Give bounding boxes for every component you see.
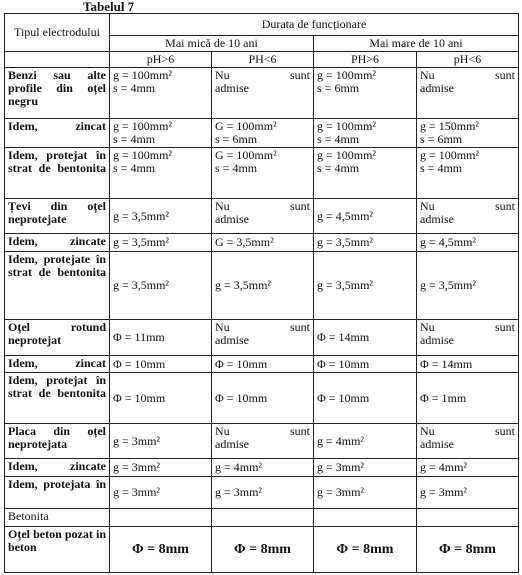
cell-c3 xyxy=(314,320,417,355)
header-more-10: Mai mare de 10 ani xyxy=(314,36,519,52)
cell-text: G = 100mm² xyxy=(215,148,277,163)
table-body xyxy=(5,68,519,573)
cell-c2 xyxy=(212,251,314,320)
table-row xyxy=(5,198,519,233)
header-ph-4: pH<6 xyxy=(417,52,519,68)
row-label: Betonita xyxy=(5,509,110,527)
table-row xyxy=(5,509,519,527)
table-row xyxy=(5,423,519,458)
cell-text: g = 3,5mm² xyxy=(317,277,374,292)
cell-c4 xyxy=(417,509,519,527)
cell-text: Φ = 10mm xyxy=(113,390,166,405)
cell-text: s = 4mm xyxy=(113,161,156,176)
cell-c3 xyxy=(314,118,417,147)
table-row xyxy=(5,118,519,147)
header-electrode-type: Tipul electrodului xyxy=(5,14,110,52)
cell-text: Φ = 8mm xyxy=(234,542,291,558)
cell-text: g = 3,5mm² xyxy=(113,277,170,292)
electrode-table xyxy=(4,13,519,573)
row-label: Oțel beton pozat in beton xyxy=(5,527,110,573)
row-label: Benzi sau alte profile din oțel negru xyxy=(5,68,110,119)
cell-c1 xyxy=(110,459,212,476)
header-ph-2: PH<6 xyxy=(212,52,314,68)
cell-text: Nu xyxy=(420,423,435,438)
cell-c3 xyxy=(314,68,417,119)
cell-text: g = 3mm² xyxy=(215,484,263,499)
cell-c1 xyxy=(110,373,212,424)
cell-text: Φ = 8mm xyxy=(336,542,394,558)
cell-c3 xyxy=(314,251,417,320)
cell-text: admise xyxy=(420,436,454,451)
cell-text: s = 6mm xyxy=(420,131,463,146)
table-row xyxy=(5,459,519,476)
table-row xyxy=(5,355,519,372)
cell-text: g = 3mm² xyxy=(317,484,365,499)
cell-text: g = 3mm² xyxy=(317,459,365,474)
cell-c3 xyxy=(314,527,417,573)
cell-c2 xyxy=(212,423,314,458)
table-row xyxy=(5,234,519,251)
header-ph-1: pH>6 xyxy=(110,52,212,68)
cell-text: g = 3,5mm² xyxy=(317,234,374,249)
table-row xyxy=(5,320,519,355)
table-row xyxy=(5,148,519,199)
cell-text: g = 3mm² xyxy=(420,484,468,499)
cell-text: Nu xyxy=(215,320,230,335)
cell-text: Φ = 11mm xyxy=(113,330,165,345)
cell-c2 xyxy=(212,198,314,233)
cell-c2 xyxy=(212,476,314,508)
cell-text: g = 3,5mm² xyxy=(215,277,272,292)
cell-c1 xyxy=(110,527,212,573)
cell-c2 xyxy=(212,509,314,527)
cell-text: g = 3mm² xyxy=(113,433,161,448)
cell-text: admise xyxy=(420,81,454,95)
cell-c4 xyxy=(417,476,519,508)
cell-c4 xyxy=(417,234,519,251)
cell-text: Nu xyxy=(215,68,230,82)
cell-c4 xyxy=(417,148,519,199)
cell-text: Φ = 1mm xyxy=(420,390,467,405)
cell-text: g = 3,5mm² xyxy=(113,208,170,223)
cell-text: g = 100mm² xyxy=(317,148,377,163)
cell-text: Φ = 14mm xyxy=(420,356,473,371)
cell-c1 xyxy=(110,423,212,458)
cell-c3 xyxy=(314,459,417,476)
cell-text: sunt xyxy=(289,423,310,438)
cell-c3 xyxy=(314,476,417,508)
row-label: Idem, zincate xyxy=(5,459,110,476)
cell-text: sunt xyxy=(494,198,515,213)
cell-c2 xyxy=(212,373,314,424)
cell-c4 xyxy=(417,68,519,119)
table-row xyxy=(5,527,519,573)
table-row xyxy=(5,476,519,508)
cell-text: g = 100mm² xyxy=(113,148,173,163)
cell-c4 xyxy=(417,118,519,147)
cell-c3 xyxy=(314,373,417,424)
cell-c2 xyxy=(212,459,314,476)
cell-c4 xyxy=(417,373,519,424)
row-label: Oțel rotund neprotejat xyxy=(5,320,110,355)
cell-text: s = 6mm xyxy=(317,81,360,95)
row-label: Idem, protejate în strat de bentonita xyxy=(5,251,110,320)
row-label: Idem, protejata în xyxy=(5,476,110,508)
cell-c3 xyxy=(314,423,417,458)
cell-c2 xyxy=(212,68,314,119)
row-label: Idem, protejat în strat de bentonita xyxy=(5,148,110,199)
cell-text: g = 3mm² xyxy=(113,459,161,474)
cell-text: sunt xyxy=(494,68,515,82)
cell-c1 xyxy=(110,148,212,199)
cell-text: admise xyxy=(420,211,454,226)
cell-c1 xyxy=(110,320,212,355)
cell-text: admise xyxy=(215,436,249,451)
cell-text: g = 4mm² xyxy=(317,433,365,448)
cell-text: Φ = 8mm xyxy=(132,542,189,558)
cell-text: sunt xyxy=(289,68,310,82)
table-row xyxy=(5,251,519,320)
header-ph-3: PH>6 xyxy=(314,52,417,68)
cell-text: Nu xyxy=(215,198,230,213)
cell-text: sunt xyxy=(494,423,515,438)
cell-c1 xyxy=(110,198,212,233)
cell-text: sunt xyxy=(289,320,310,335)
cell-c3 xyxy=(314,234,417,251)
cell-text: admise xyxy=(420,333,454,348)
cell-text: Φ = 10mm xyxy=(113,356,166,371)
cell-text: G = 3,5mm² xyxy=(215,234,274,249)
cell-text: s = 4mm xyxy=(113,81,156,95)
cell-c2 xyxy=(212,148,314,199)
cell-text: Φ = 10mm xyxy=(215,390,268,405)
cell-c1 xyxy=(110,234,212,251)
cell-text: admise xyxy=(215,81,249,95)
cell-text: g = 100mm² xyxy=(317,68,377,82)
row-label: Idem, protejat în strat de bentonita xyxy=(5,373,110,424)
cell-c1 xyxy=(110,355,212,372)
cell-text: sunt xyxy=(289,198,310,213)
cell-text: g = 100mm² xyxy=(113,68,173,82)
cell-c2 xyxy=(212,527,314,573)
cell-c1 xyxy=(110,68,212,119)
row-label: Țevi din oțel neprotejate xyxy=(5,198,110,233)
cell-text: g = 4,5mm² xyxy=(317,208,374,223)
cell-c1 xyxy=(110,251,212,320)
cell-c2 xyxy=(212,320,314,355)
cell-c4 xyxy=(417,423,519,458)
header-less-10: Mai mică de 10 ani xyxy=(110,36,314,52)
cell-text: g = 100mm² xyxy=(113,118,173,133)
cell-c1 xyxy=(110,118,212,147)
cell-text: Φ = 8mm xyxy=(439,542,496,558)
cell-text: s = 4mm xyxy=(317,161,360,176)
cell-text: Φ = 10mm xyxy=(215,356,268,371)
row-label: Idem, zincate xyxy=(5,234,110,251)
cell-c4 xyxy=(417,251,519,320)
cell-text: s = 4mm xyxy=(317,131,360,146)
cell-text: G = 100mm² xyxy=(215,118,277,133)
cell-c4 xyxy=(417,355,519,372)
cell-c2 xyxy=(212,118,314,147)
cell-text: admise xyxy=(215,211,249,226)
row-label: Placa din oțel neprotejata xyxy=(5,423,110,458)
cell-text: g = 4,5mm² xyxy=(420,234,477,249)
header-duration: Durata de funcționare xyxy=(110,14,519,36)
cell-c4 xyxy=(417,320,519,355)
cell-text: g = 150mm² xyxy=(420,118,480,133)
table-row xyxy=(5,68,519,119)
cell-c3 xyxy=(314,355,417,372)
cell-text: g = 100mm² xyxy=(317,118,377,133)
cell-c4 xyxy=(417,198,519,233)
cell-text: Φ = 10mm xyxy=(317,356,370,371)
table-caption: Tabelul 7 xyxy=(83,0,135,14)
cell-text: sunt xyxy=(494,320,515,335)
cell-text: g = 4mm² xyxy=(420,459,468,474)
cell-text: s = 6mm xyxy=(215,131,258,146)
cell-c3 xyxy=(314,198,417,233)
cell-c4 xyxy=(417,459,519,476)
cell-text: s = 4mm xyxy=(113,131,156,146)
cell-c2 xyxy=(212,234,314,251)
cell-text: g = 4mm² xyxy=(215,459,263,474)
cell-c1 xyxy=(110,509,212,527)
table-row xyxy=(5,373,519,424)
row-label: Idem, zincat xyxy=(5,118,110,147)
cell-c2 xyxy=(212,355,314,372)
row-label: Idem, zincat xyxy=(5,355,110,372)
cell-text: admise xyxy=(215,333,249,348)
cell-text: g = 3,5mm² xyxy=(420,277,477,292)
cell-text: Nu xyxy=(420,198,435,213)
cell-text: Φ = 14mm xyxy=(317,330,370,345)
cell-text: Φ = 10mm xyxy=(317,390,370,405)
header-blank xyxy=(5,52,110,68)
cell-text: Nu xyxy=(215,423,230,438)
cell-text: g = 3,5mm² xyxy=(113,234,170,249)
cell-text: Nu xyxy=(420,320,435,335)
cell-c1 xyxy=(110,476,212,508)
cell-c4 xyxy=(417,527,519,573)
cell-text: s = 4mm xyxy=(420,161,463,176)
cell-text: g = 3mm² xyxy=(113,484,161,499)
cell-c3 xyxy=(314,509,417,527)
cell-c3 xyxy=(314,148,417,199)
cell-text: g = 100mm² xyxy=(420,148,480,163)
cell-text: s = 4mm xyxy=(215,161,258,176)
cell-text: Nu xyxy=(420,68,435,82)
